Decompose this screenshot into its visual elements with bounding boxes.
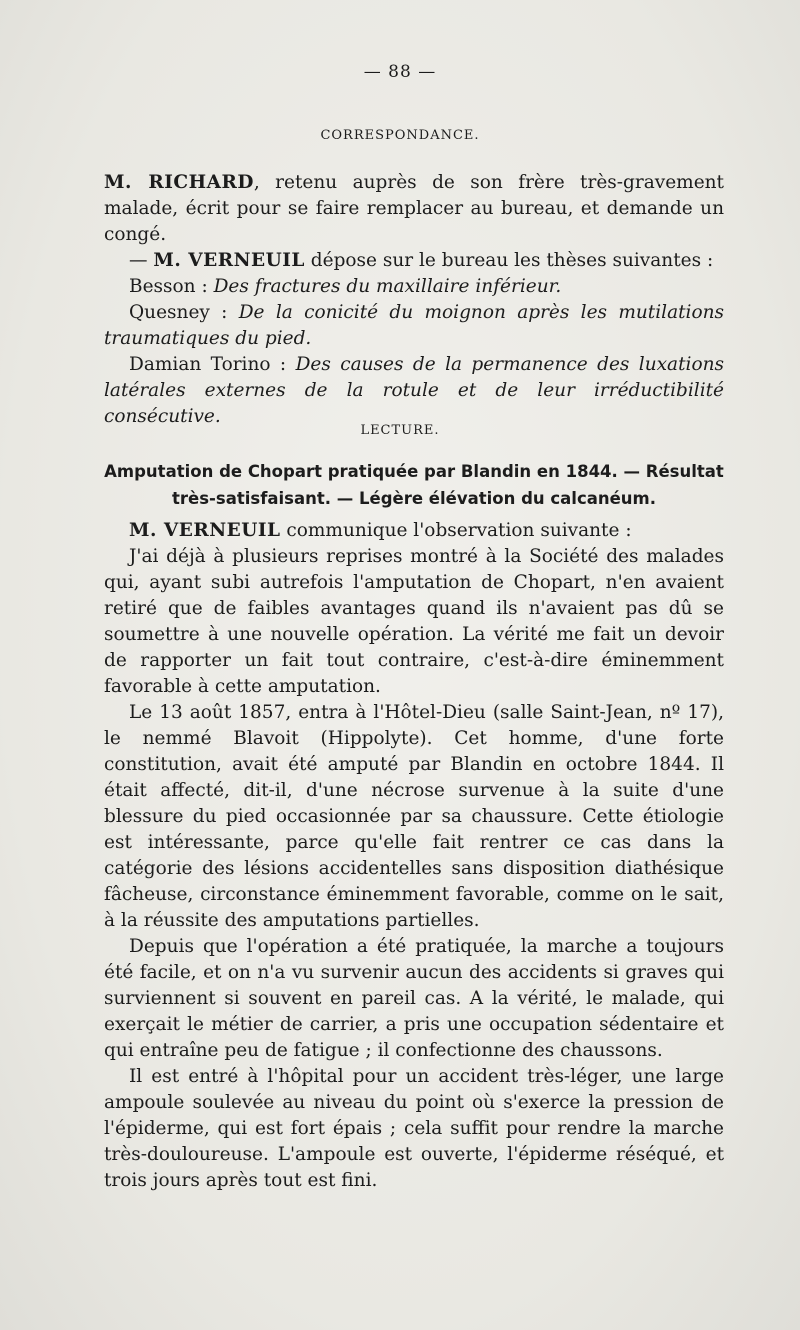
paragraph-verneuil-theses [104, 248, 724, 274]
lecture-section [104, 518, 724, 1194]
thesis-item [104, 274, 724, 300]
paragraph-text: , retenu auprès de son frère très-gravement malade, écrit pour se faire remplacer au bureau, et demande un congé. [104, 172, 724, 245]
em-dash: — [129, 250, 148, 271]
thesis-item [104, 300, 724, 352]
lecture-intro [104, 518, 724, 544]
page-number: — 88 — [363, 62, 437, 82]
body-paragraph: Il est entré à l'hôpital pour un accident très-léger, une large ampoule soulevée au niveau du point où s'exerce la pression de l'épiderme, qui est fort épais ; cela suffit pour rendre la marche très-douloureuse. L'ampoule est ouverte, l'épiderme réséqué, et trois jours après tout est fini. [104, 1066, 724, 1191]
speaker-name: M. VERNEUIL [153, 250, 305, 271]
lecture-title: Amputation de Chopart pratiquée par Blandin en 1844. — Résultat très-satisfaisant. — Légère élévation du calcanéum. [104, 462, 724, 508]
thesis-title: Des causes de la permanence des luxations latérales externes de la rotule et de leur irréductibilité consécutive. [104, 354, 724, 427]
body-paragraph: J'ai déjà à plusieurs reprises montré à la Société des malades qui, ayant subi autrefois l'amputation de Chopart, n'en avaient retiré que de faibles avantages quand ils n'avaient pas dû se soumettre à une nouvelle opération. La vérité me fait un devoir de rapporter un fait tout contraire, c'est-à-dire éminemment favorable à cette amputation. [104, 546, 724, 697]
speaker-name: M. RICHARD [104, 172, 254, 193]
speaker-name: M. VERNEUIL [129, 520, 281, 541]
thesis-author: Quesney : [129, 302, 228, 323]
thesis-author: Besson : [129, 276, 208, 297]
thesis-author: Damian Torino : [129, 354, 287, 375]
paragraph-text: communique l'observation suivante : [286, 520, 632, 541]
thesis-title: De la conicité du moignon après les mutilations traumatiques du pied. [104, 302, 724, 349]
paragraph-text: dépose sur le bureau les thèses suivantes : [310, 250, 714, 271]
thesis-title: Des fractures du maxillaire inférieur. [213, 276, 562, 297]
body-paragraph: Le 13 août 1857, entra à l'Hôtel-Dieu (salle Saint-Jean, nº 17), le nemmé Blavoit (Hippolyte). Cet homme, d'une forte constitution, avait été amputé par Blandin en octobre 1844. Il était affecté, dit-il, d'une nécrose survenue à la suite d'une blessure du pied occasionnée par sa chaussure. Cette étiologie est intéressante, parce qu'elle fait rentrer ce cas dans la catégorie des lésions accidentelles sans disposition diathésique fâcheuse, circonstance éminemment favorable, comme on le sait, à la réussite des amputations partielles. [104, 702, 724, 931]
thesis-item [104, 352, 724, 430]
section-heading-correspondance: CORRESPONDANCE. [320, 128, 480, 143]
body-paragraph: Depuis que l'opération a été pratiquée, la marche a toujours été facile, et on n'a vu survenir aucun des accidents si graves qui surviennent si souvent en pareil cas. A la vérité, le malade, qui exerçait le métier de carrier, a pris une occupation sédentaire et qui entraîne peu de fatigue ; il confectionne des chaussons. [104, 936, 724, 1061]
correspondance-section [104, 170, 724, 430]
paragraph-richard [104, 170, 724, 248]
section-heading-lecture: LECTURE. [360, 423, 440, 438]
